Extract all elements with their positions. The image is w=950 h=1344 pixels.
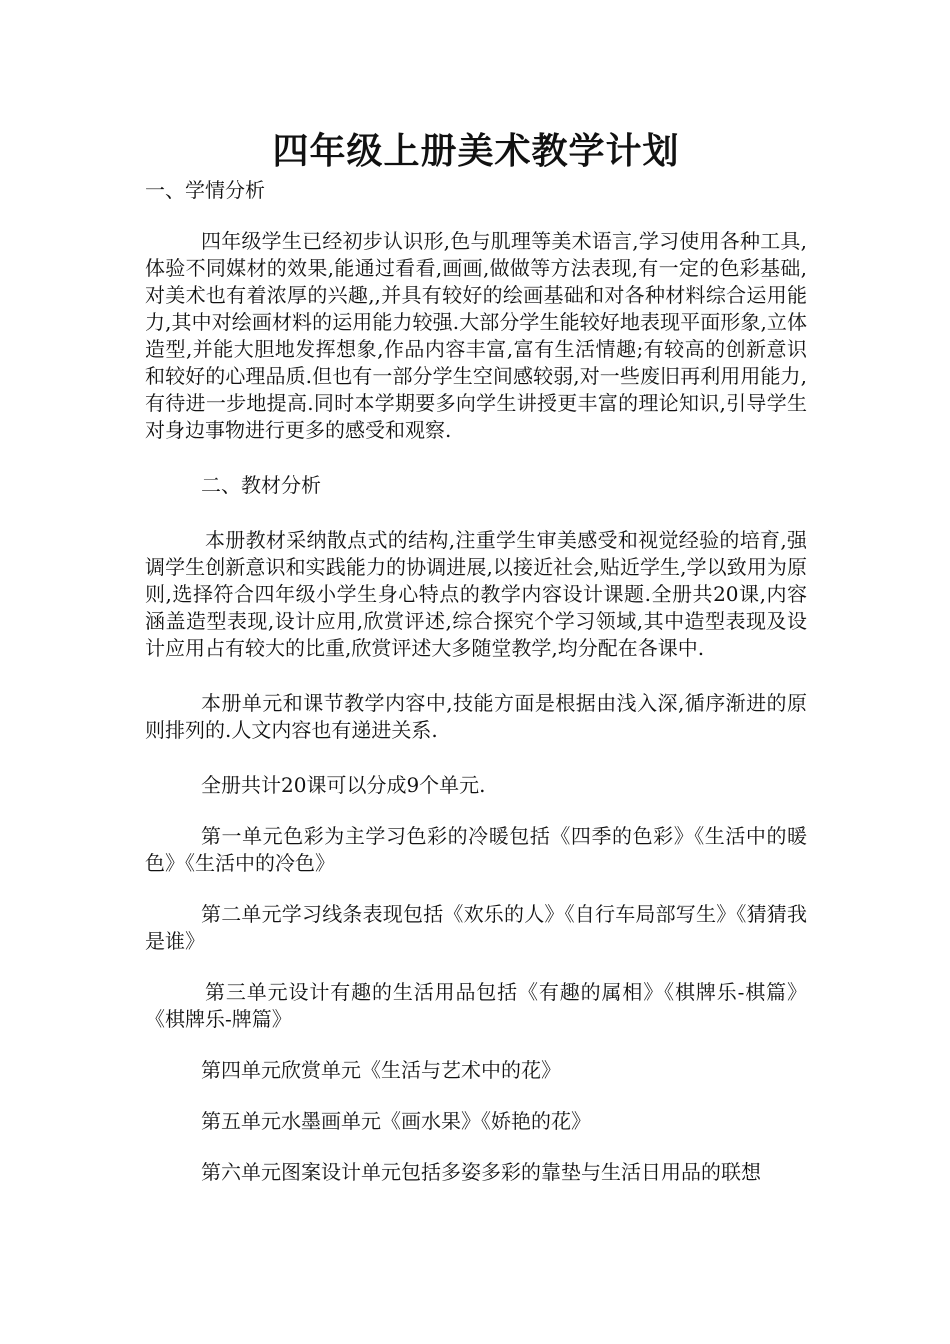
paragraph-content-arrangement: 本册单元和课节教学内容中,技能方面是根据由浅入深,循序渐进的原则排列的.人文内容也有递进关系.	[145, 691, 807, 742]
unit-item: 第一单元色彩为主学习色彩的冷暖包括《四季的色彩》《生活中的暖色》《生活中的冷色》	[145, 824, 807, 875]
section-heading-2: 二、教材分析	[201, 473, 321, 497]
unit-item: 第四单元欣赏单元《生活与艺术中的花》	[201, 1058, 561, 1082]
unit-item: 第二单元学习线条表现包括《欢乐的人》《自行车局部写生》《猜猜我是谁》	[145, 902, 807, 953]
unit-item: 第三单元设计有趣的生活用品包括《有趣的属相》《棋牌乐-棋篇》《棋牌乐-牌篇》	[145, 980, 807, 1031]
document-title: 四年级上册美术教学计划	[272, 130, 680, 172]
document-page	[145, 125, 807, 1186]
paragraph-unit-count: 全册共计20课可以分成9个单元.	[201, 773, 486, 797]
paragraph-student-analysis: 四年级学生已经初步认识形,色与肌理等美术语言,学习使用各种工具,体验不同媒材的效果,能通过看看,画画,做做等方法表现,有一定的色彩基础,对美术也有着浓厚的兴趣,,并具有较好的绘画基础和对各种材料综合运用能力,其中对绘画材料的运用能力较强.大部分学生能较好地表现平面形象,立体造型,并能大胆地发挥想象,作品内容丰富,富有生活情趣;有较高的创新意识和较好的心理品质.但也有一部分学生空间感较弱,对一些废旧再利用用能力,有待进一步地提高.同时本学期要多向学生讲授更丰富的理论知识,引导学生对身边事物进行更多的感受和观察.	[145, 229, 807, 442]
unit-item: 第六单元图案设计单元包括多姿多彩的靠垫与生活日用品的联想	[201, 1160, 761, 1184]
section-heading-1: 一、学情分析	[145, 178, 265, 202]
unit-item: 第五单元水墨画单元《画水果》《娇艳的花》	[201, 1109, 591, 1133]
paragraph-textbook-analysis: 本册教材采纳散点式的结构,注重学生审美感受和视觉经验的培育,强调学生创新意识和实践能力的协调进展,以接近社会,贴近学生,学以致用为原则,选择符合四年级小学生身心特点的教学内容设计课题.全册共20课,内容涵盖造型表现,设计应用,欣赏评述,综合探究个学习领域,其中造型表现及设计应用占有较大的比重,欣赏评述大多随堂教学,均分配在各课中.	[145, 528, 807, 660]
